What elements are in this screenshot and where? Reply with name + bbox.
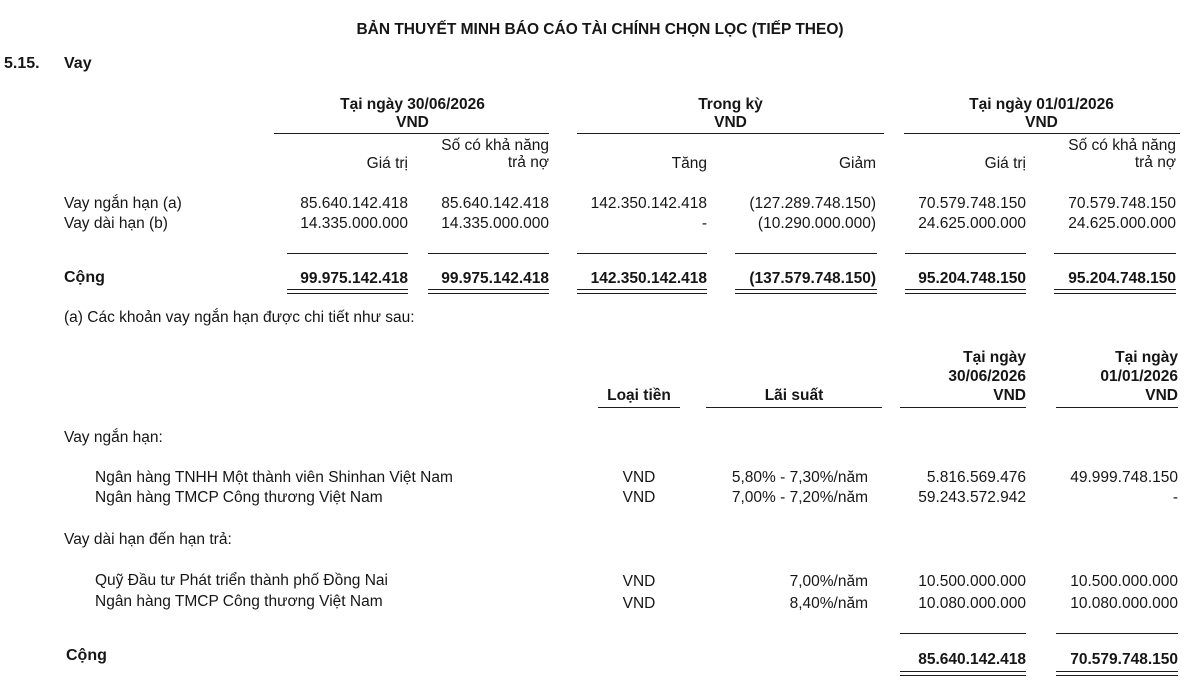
- t2-item-value-2: -: [1172, 489, 1178, 506]
- t1-total-cell: 95.204.748.150: [1068, 270, 1176, 287]
- t1-total-double-rule: [428, 289, 549, 294]
- t2-header-currency: Loại tiền: [607, 387, 671, 404]
- t1-cell: 14.335.000.000: [441, 215, 549, 232]
- t2-item-rate: 7,00%/năm: [789, 573, 868, 590]
- t1-col-header: Giá trị: [366, 155, 408, 172]
- t1-total-cell: 142.350.142.418: [590, 270, 707, 287]
- t2-item-value-2: 10.500.000.000: [1070, 573, 1178, 590]
- t2-item-rate: 7,00% - 7,20%/năm: [731, 489, 868, 506]
- t1-col-header: Tăng: [671, 155, 707, 172]
- t1-subtotal-rule: [428, 253, 549, 254]
- t2-item-currency: VND: [622, 489, 656, 506]
- t2-header-rule: [706, 407, 882, 408]
- t2-header-col2: Tại ngày 01/01/2026: [1100, 349, 1178, 385]
- t1-total-double-rule: [735, 289, 877, 294]
- t2-header-rule: [598, 407, 680, 408]
- t2-header-col2-unit: VND: [1145, 387, 1178, 404]
- t1-total-double-rule: [577, 289, 707, 294]
- t1-group-title-3: Tại ngày 01/01/2026: [969, 96, 1114, 113]
- t1-subtotal-rule: [1054, 253, 1176, 254]
- t2-header-col1: Tại ngày 30/06/2026: [948, 349, 1026, 385]
- t1-row-label: Vay dài hạn (b): [64, 215, 168, 232]
- t2-item-value-2: 10.080.000.000: [1070, 595, 1178, 612]
- t1-group-rule-1: [274, 133, 549, 134]
- section-number: 5.15.: [4, 55, 40, 72]
- t1-group-unit-3: VND: [1025, 114, 1058, 131]
- t2-header-rule: [900, 407, 1026, 408]
- t1-cell: 70.579.748.150: [1068, 195, 1176, 212]
- t1-total-double-rule: [905, 289, 1026, 294]
- t1-subtotal-rule: [577, 253, 707, 254]
- t1-total-double-rule: [287, 289, 408, 294]
- t2-subtotal-rule: [1056, 633, 1178, 634]
- t2-total-double-rule: [1056, 671, 1178, 676]
- t2-total-value-2: 70.579.748.150: [1070, 651, 1178, 668]
- t2-item-value-1: 59.243.572.942: [918, 489, 1026, 506]
- t2-item-rate: 5,80% - 7,30%/năm: [731, 469, 868, 486]
- t2-group-title: Vay dài hạn đến hạn trả:: [64, 531, 232, 548]
- t2-item-name: Ngân hàng TMCP Công thương Việt Nam: [95, 489, 383, 506]
- page-title: BẢN THUYẾT MINH BÁO CÁO TÀI CHÍNH CHỌN LỌC (TIẾP THEO): [356, 21, 844, 38]
- t2-total-label: Cộng: [66, 647, 107, 664]
- t2-total-value-1: 85.640.142.418: [918, 651, 1026, 668]
- t1-total-cell: 99.975.142.418: [300, 270, 408, 287]
- t2-header-col1-unit: VND: [993, 387, 1026, 404]
- t1-group-title-1: Tại ngày 30/06/2026: [340, 96, 485, 113]
- t1-group-title-2: Trong kỳ: [698, 96, 763, 113]
- t2-total-double-rule: [900, 671, 1026, 676]
- t2-item-name: Ngân hàng TNHH Một thành viên Shinhan Việt Nam: [95, 469, 453, 486]
- t2-item-currency: VND: [622, 469, 656, 486]
- t1-cell: 70.579.748.150: [918, 195, 1026, 212]
- t2-item-value-2: 49.999.748.150: [1070, 469, 1178, 486]
- t2-item-currency: VND: [622, 573, 656, 590]
- t1-subtotal-rule: [905, 253, 1026, 254]
- t2-item-value-1: 10.500.000.000: [918, 573, 1026, 590]
- t1-col-header: Giá trị: [984, 155, 1026, 172]
- t1-group-rule-2: [577, 133, 884, 134]
- t2-item-rate: 8,40%/năm: [789, 595, 868, 612]
- t1-cell: 24.625.000.000: [918, 215, 1026, 232]
- t1-cell: (10.290.000.000): [757, 215, 876, 232]
- t1-col-header: Giảm: [838, 155, 876, 172]
- t1-cell: (127.289.748.150): [749, 195, 876, 212]
- t1-cell: 14.335.000.000: [300, 215, 408, 232]
- t2-item-value-1: 10.080.000.000: [918, 595, 1026, 612]
- t1-cell: 85.640.142.418: [300, 195, 408, 212]
- t1-col-header: Số có khả năng trả nợ: [441, 137, 549, 171]
- t2-header-rate: Lãi suất: [764, 387, 824, 404]
- t1-total-cell: 99.975.142.418: [441, 270, 549, 287]
- t1-subtotal-rule: [735, 253, 877, 254]
- t1-cell: -: [701, 215, 707, 232]
- t1-cell: 142.350.142.418: [590, 195, 707, 212]
- t2-item-currency: VND: [622, 595, 656, 612]
- section-title: Vay: [64, 55, 92, 72]
- t1-group-unit-2: VND: [714, 114, 747, 131]
- t2-item-value-1: 5.816.569.476: [926, 469, 1026, 486]
- t1-row-label: Vay ngắn hạn (a): [64, 195, 182, 212]
- t2-intro: (a) Các khoản vay ngắn hạn được chi tiết như sau:: [64, 309, 415, 326]
- t1-total-label: Cộng: [64, 269, 105, 286]
- t2-item-name: Quỹ Đầu tư Phát triển thành phố Đồng Nai: [95, 572, 388, 589]
- t1-cell: 24.625.000.000: [1068, 215, 1176, 232]
- t1-total-cell: (137.579.748.150): [749, 270, 876, 287]
- t2-group-title: Vay ngắn hạn:: [64, 429, 163, 446]
- t1-total-double-rule: [1054, 289, 1176, 294]
- t1-col-header: Số có khả năng trả nợ: [1068, 137, 1176, 171]
- t1-cell: 85.640.142.418: [441, 195, 549, 212]
- t2-item-name: Ngân hàng TMCP Công thương Việt Nam: [95, 593, 383, 610]
- t2-subtotal-rule: [900, 633, 1026, 634]
- t1-group-unit-1: VND: [396, 114, 429, 131]
- t1-total-cell: 95.204.748.150: [918, 270, 1026, 287]
- t1-group-rule-3: [904, 133, 1180, 134]
- t1-subtotal-rule: [287, 253, 408, 254]
- t2-header-rule: [1056, 407, 1178, 408]
